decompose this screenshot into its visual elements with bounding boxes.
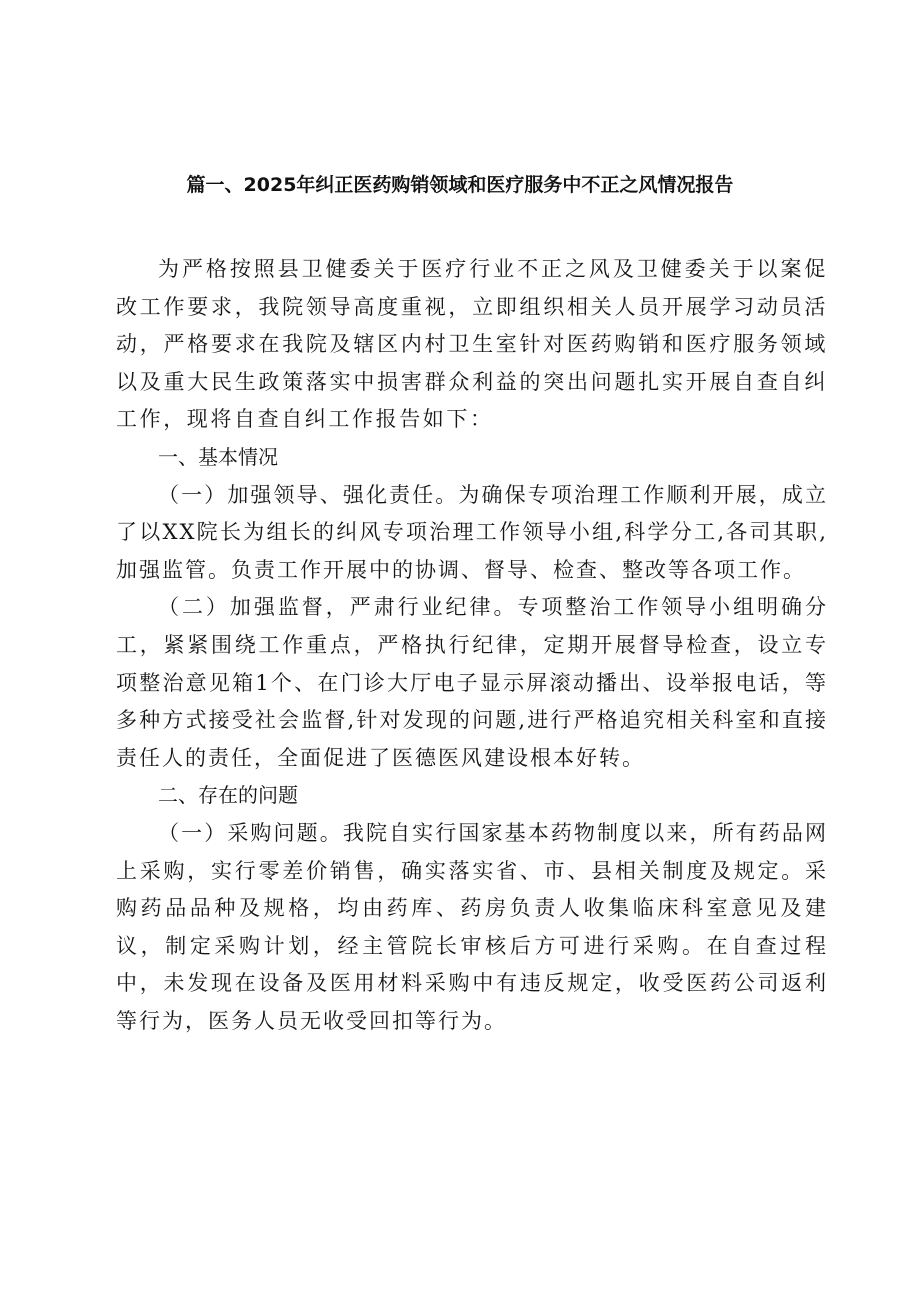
intro-paragraph: 为严格按照县卫健委关于医疗行业不正之风及卫健委关于以案促改工作要求，我院领导高度重视，立即组织相关人员开展学习动员活动，严格要求在我院及辖区内村卫生室针对医药购销和医疗服务领域以及重大民生政策落实中损害群众利益的突出问题扎实开展自查自纠工作，现将自查自纠工作报告如下： (116, 257, 828, 432)
document-title: 篇一、2025年纠正医药购销领域和医疗服务中不正之风情况报告 (186, 174, 734, 196)
section-heading-existing-problems: 二、存在的问题 (158, 783, 298, 808)
document-body (116, 251, 828, 1040)
section-heading-basic-situation: 一、基本情况 (158, 444, 278, 469)
paragraph-leadership: （一）加强领导、强化责任。为确保专项治理工作顺利开展，成立了以XX院长为组长的纠风专项治理工作领导小组,科学分工,各司其职,加强监管。负责工作开展中的协调、督导、检查、整改等各项工作。 (116, 482, 828, 582)
paragraph-supervision: （二）加强监督，严肃行业纪律。专项整治工作领导小组明确分工，紧紧围绕工作重点，严格执行纪律，定期开展督导检查，设立专项整治意见箱1个、在门诊大厅电子显示屏滚动播出、设举报电话，等多种方式接受社会监督,针对发现的问题,进行严格追究相关科室和直接责任人的责任，全面促进了医德医风建设根本好转。 (116, 595, 828, 770)
paragraph-procurement: （一）采购问题。我院自实行国家基本药物制度以来，所有药品网上采购，实行零差价销售，确实落实省、市、县相关制度及规定。采购药品品种及规格，均由药库、药房负责人收集临床科室意见及建议，制定采购计划，经主管院长审核后方可进行采购。在自查过程中，未发现在设备及医用材料采购中有违反规定，收受医药公司返利等行为，医务人员无收受回扣等行为。 (116, 820, 828, 1033)
